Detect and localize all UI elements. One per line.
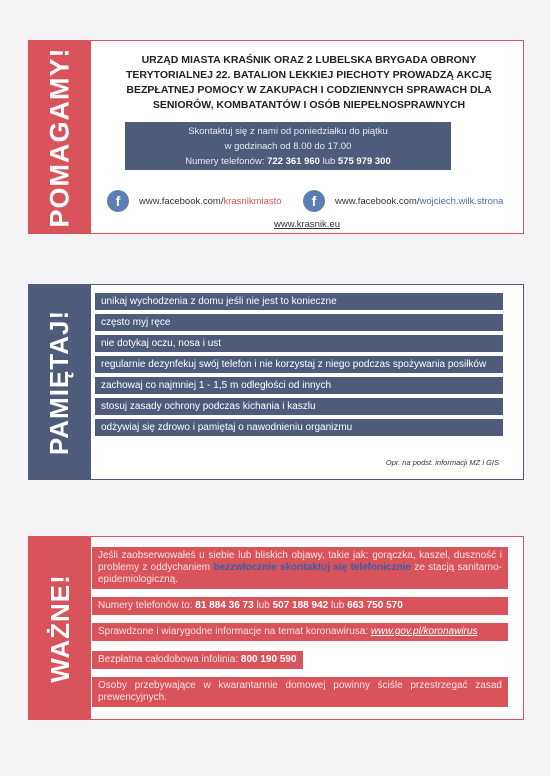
rule-item: regularnie dezynfekuj swój telefon i nie korzystaj z niego podczas spożywania posiłków xyxy=(95,356,503,373)
symptoms-end: ze stacją sanitarno-epidemiologiczną. xyxy=(98,562,502,585)
rule-item: nie dotykaj oczu, nosa i ust xyxy=(95,335,503,352)
phones-prefix: Numery telefonów: xyxy=(185,156,265,167)
pomagamy-side-label: POMAGAMY! xyxy=(44,47,75,227)
rule-item: zachowaj co najmniej 1 - 1,5 m odległości od innych xyxy=(95,377,503,394)
website-info xyxy=(92,623,508,641)
rule-item: unikaj wychodzenia z domu jeśli nie jest to konieczne xyxy=(95,293,503,310)
rule-item: odżywiaj się zdrowo i pamiętaj o nawodnieniu organizmu xyxy=(95,419,503,436)
facebook-icon: f xyxy=(107,190,129,212)
fb1-handle: krasnikmiasto xyxy=(223,195,282,207)
info-text: Sprawdzone i wiarygodne informacje na temat koronawirusa: xyxy=(98,626,369,637)
quarantine-info: Osoby przebywające w kwarantannie domowej powinny ściśle przestrzegać zasad prewencyjnych. xyxy=(92,677,508,707)
phone-1[interactable]: 722 361 960 xyxy=(267,156,320,167)
wazne-or-2: lub xyxy=(331,600,345,611)
wazne-phone-2[interactable]: 507 188 942 xyxy=(272,600,329,611)
rule-item: stosuj zasady ochrony podczas kichania i kaszlu xyxy=(95,398,503,415)
rule-item: często myj ręce xyxy=(95,314,503,331)
wazne-card xyxy=(28,536,524,720)
rules-list xyxy=(95,293,503,440)
facebook-link-1[interactable] xyxy=(107,190,282,212)
pomagamy-side-banner xyxy=(29,41,91,233)
symptoms-info xyxy=(92,547,508,589)
symptoms-text: Jeśli zaobserwowałeś u siebie lub bliskich objawy, takie jak: gorączka, kaszel, duszność i problemy z oddychaniem xyxy=(98,550,502,573)
pomagamy-card xyxy=(28,40,524,234)
hotline-number[interactable]: 800 190 590 xyxy=(240,654,297,665)
facebook-link-2[interactable] xyxy=(303,190,503,212)
wazne-phone-1[interactable]: 81 884 36 73 xyxy=(195,600,254,611)
contact-line-1: Skontaktuj się z nami od poniedziałku do piątku xyxy=(188,126,388,137)
facebook-icon: f xyxy=(303,190,325,212)
hotline-info xyxy=(92,651,303,669)
wazne-or-1: lub xyxy=(256,600,270,611)
wazne-side-label: WAŻNE! xyxy=(44,573,75,683)
wazne-phones-prefix: Numery telefonów to: xyxy=(98,600,193,611)
fb2-handle: wojciech.wilk.strona xyxy=(419,195,504,207)
website-link[interactable]: www.krasnik.eu xyxy=(274,219,340,230)
pamietaj-card xyxy=(28,284,524,480)
pomagamy-headline: URZĄD MIASTA KRAŚNIK ORAZ 2 LUBELSKA BRYGADA OBRONY TERYTORIALNEJ 22. BATALION LEKKIEJ PIECHOTY PROWADZĄ AKCJĘ BEZPŁATNEJ POMOCY W ZAKUPACH I CODZIENNYCH SPRAWACH DLA SENIORÓW, KOMBATANTÓW I OSÓB NIEPEŁNOSPRAWNYCH xyxy=(126,54,492,111)
symptoms-emphasis: bezzwłocznie skontaktuj się telefonicznie xyxy=(213,562,412,573)
wazne-side-banner xyxy=(29,537,91,719)
pamietaj-side-label: PAMIĘTAJ! xyxy=(44,309,75,455)
pamietaj-side-banner xyxy=(29,285,91,479)
contact-line-2: w godzinach od 8.00 do 17.00 xyxy=(224,141,352,152)
phones-or: lub xyxy=(322,156,336,167)
contact-phones xyxy=(125,154,451,169)
gov-link[interactable]: www.gov.pl/koronawirus xyxy=(370,626,478,637)
phone-2[interactable]: 575 979 300 xyxy=(337,156,391,167)
hotline-label: Bezpłatna całodobowa infolinia: xyxy=(98,654,239,665)
source-note: Opr. na podst. informacji MZ i GIS xyxy=(385,458,499,467)
wazne-phone-3[interactable]: 663 750 570 xyxy=(347,600,403,611)
fb1-prefix: www.facebook.com/ xyxy=(139,195,224,207)
fb2-prefix: www.facebook.com/ xyxy=(335,195,420,207)
info-list xyxy=(92,547,508,715)
contact-box xyxy=(125,122,451,170)
phones-info xyxy=(92,597,508,615)
